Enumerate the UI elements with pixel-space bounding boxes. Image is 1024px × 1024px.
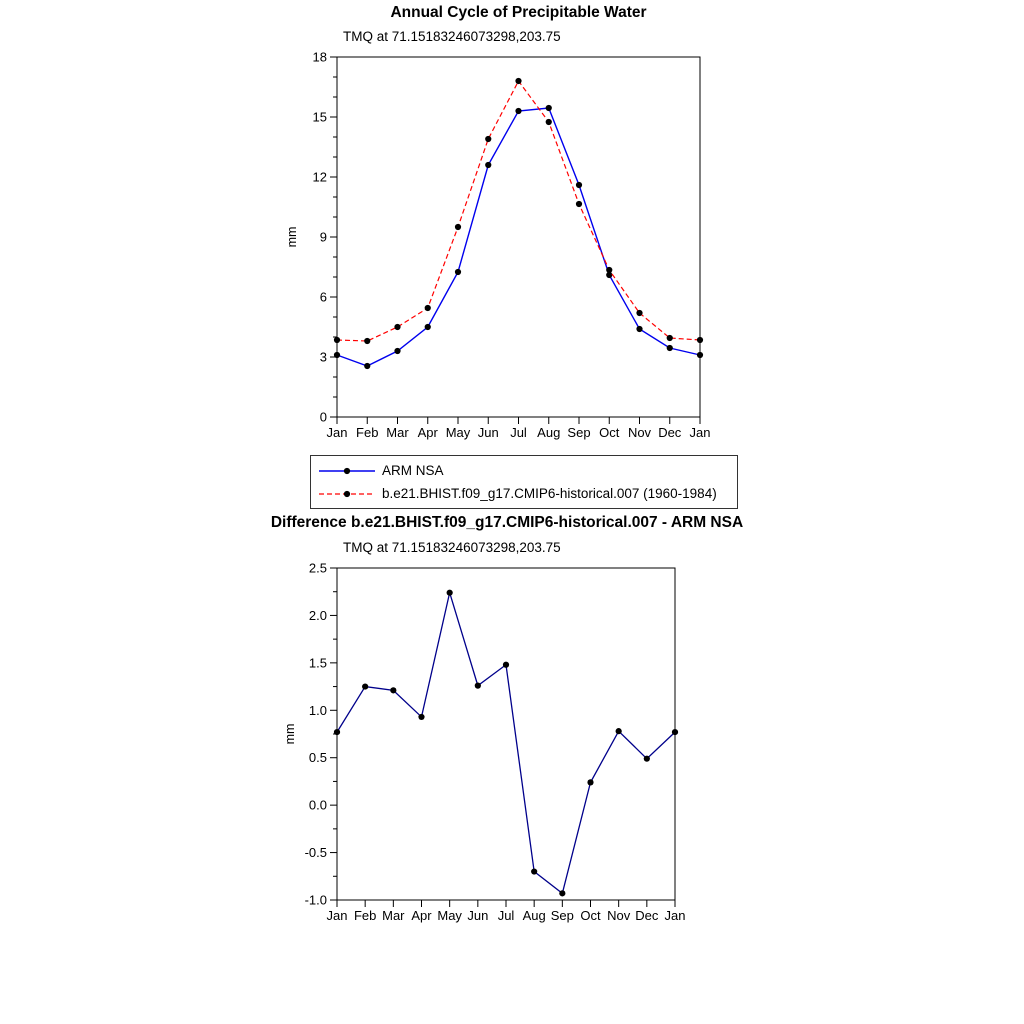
y-tick-label: 0.0 — [308, 797, 327, 813]
y-tick-label: 15 — [312, 109, 327, 125]
x-tick-label: Jan — [664, 908, 686, 923]
y-tick-label: 6 — [319, 289, 327, 305]
x-tick-label: Dec — [635, 908, 659, 923]
data-point-marker — [455, 269, 461, 275]
y-tick-label: 2.0 — [308, 607, 327, 623]
y-tick-label: 18 — [312, 49, 327, 65]
data-point-marker — [576, 201, 582, 207]
y-tick-label: 1.5 — [308, 655, 327, 671]
data-point-marker — [616, 728, 622, 734]
x-tick-label: Jun — [467, 908, 489, 923]
x-tick-label: Jan — [689, 425, 711, 440]
legend-line-sample-model — [317, 486, 377, 502]
bottom-chart-ylabel: mm — [283, 723, 297, 745]
series-line-0 — [337, 108, 700, 366]
top-chart-title: Annual Cycle of Precipitable Water — [390, 4, 647, 21]
x-tick-label: Mar — [382, 908, 405, 923]
y-tick-label: 0 — [319, 409, 327, 425]
data-point-marker — [546, 105, 552, 111]
bottom-chart-title: Difference b.e21.BHIST.f09_g17.CMIP6-historical.007 - ARM NSA — [270, 514, 744, 531]
data-point-marker — [644, 756, 650, 762]
bottom-chart-subtitle: TMQ at 71.15183246073298,203.75 — [343, 540, 561, 555]
data-point-marker — [390, 687, 396, 693]
data-point-marker — [425, 305, 431, 311]
data-point-marker — [447, 590, 453, 596]
y-tick-label: 0.5 — [308, 750, 327, 766]
x-tick-label: Jan — [326, 425, 348, 440]
x-tick-label: May — [445, 425, 471, 440]
x-tick-label: May — [437, 908, 462, 923]
legend-label-model: b.e21.BHIST.f09_g17.CMIP6-historical.007 (1960-1984) — [382, 486, 717, 501]
data-point-marker — [636, 326, 642, 332]
chart-0 — [313, 50, 711, 441]
y-tick-label: 9 — [319, 229, 327, 245]
y-tick-label: 12 — [312, 169, 327, 185]
data-point-marker — [394, 348, 400, 354]
top-chart-subtitle: TMQ at 71.15183246073298,203.75 — [343, 29, 561, 44]
chart-1 — [305, 561, 686, 924]
x-tick-label: Jan — [326, 908, 348, 923]
data-point-marker — [515, 78, 521, 84]
legend-item-arm-nsa — [317, 459, 731, 482]
data-point-marker — [515, 108, 521, 114]
y-tick-label: 1.0 — [308, 702, 327, 718]
legend-box — [310, 455, 738, 509]
top-chart-ylabel: mm — [285, 226, 299, 248]
data-point-marker — [334, 729, 340, 735]
x-tick-label: Oct — [580, 908, 601, 923]
data-point-marker — [503, 662, 509, 668]
x-tick-label: Jul — [510, 425, 527, 440]
data-point-marker — [455, 224, 461, 230]
legend-label-arm-nsa: ARM NSA — [382, 463, 444, 478]
data-point-marker — [485, 162, 491, 168]
x-tick-label: Aug — [537, 425, 561, 440]
x-tick-label: Sep — [550, 908, 574, 923]
data-point-marker — [667, 335, 673, 341]
y-tick-label: -0.5 — [304, 845, 327, 861]
legend-item-model — [317, 482, 731, 505]
data-point-marker — [394, 324, 400, 330]
data-point-marker — [364, 338, 370, 344]
x-tick-label: Feb — [353, 908, 377, 923]
y-tick-label: 2.5 — [308, 560, 327, 576]
data-point-marker — [475, 683, 481, 689]
data-point-marker — [485, 136, 491, 142]
data-point-marker — [667, 345, 673, 351]
data-point-marker — [546, 119, 552, 125]
data-point-marker — [697, 352, 703, 358]
data-point-marker — [636, 310, 642, 316]
data-point-marker — [334, 337, 340, 343]
data-point-marker — [576, 182, 582, 188]
x-tick-label: Apr — [417, 425, 438, 440]
legend-line-sample-arm-nsa — [317, 463, 377, 479]
series-line-0 — [337, 593, 675, 894]
data-point-marker — [531, 868, 537, 874]
legend-marker-dot — [344, 490, 350, 496]
legend-marker-dot — [344, 467, 350, 473]
x-tick-label: Apr — [411, 908, 432, 923]
x-tick-label: Mar — [386, 425, 409, 440]
y-tick-label: -1.0 — [304, 892, 327, 908]
data-point-marker — [672, 729, 678, 735]
data-point-marker — [697, 337, 703, 343]
plot-frame — [337, 568, 675, 900]
x-tick-label: Oct — [599, 425, 620, 440]
x-tick-label: Jul — [497, 908, 515, 923]
x-tick-label: Sep — [567, 425, 591, 440]
x-tick-label: Dec — [658, 425, 682, 440]
series-line-1 — [337, 81, 700, 341]
data-point-marker — [559, 890, 565, 896]
data-point-marker — [334, 352, 340, 358]
x-tick-label: Feb — [356, 425, 379, 440]
data-point-marker — [425, 324, 431, 330]
x-tick-label: Nov — [607, 908, 631, 923]
x-tick-label: Aug — [522, 908, 546, 923]
data-point-marker — [587, 779, 593, 785]
x-tick-label: Jun — [477, 425, 499, 440]
x-tick-label: Nov — [627, 425, 652, 440]
data-point-marker — [606, 267, 612, 273]
data-point-marker — [418, 714, 424, 720]
y-tick-label: 3 — [319, 349, 327, 365]
data-point-marker — [362, 683, 368, 689]
data-point-marker — [364, 363, 370, 369]
